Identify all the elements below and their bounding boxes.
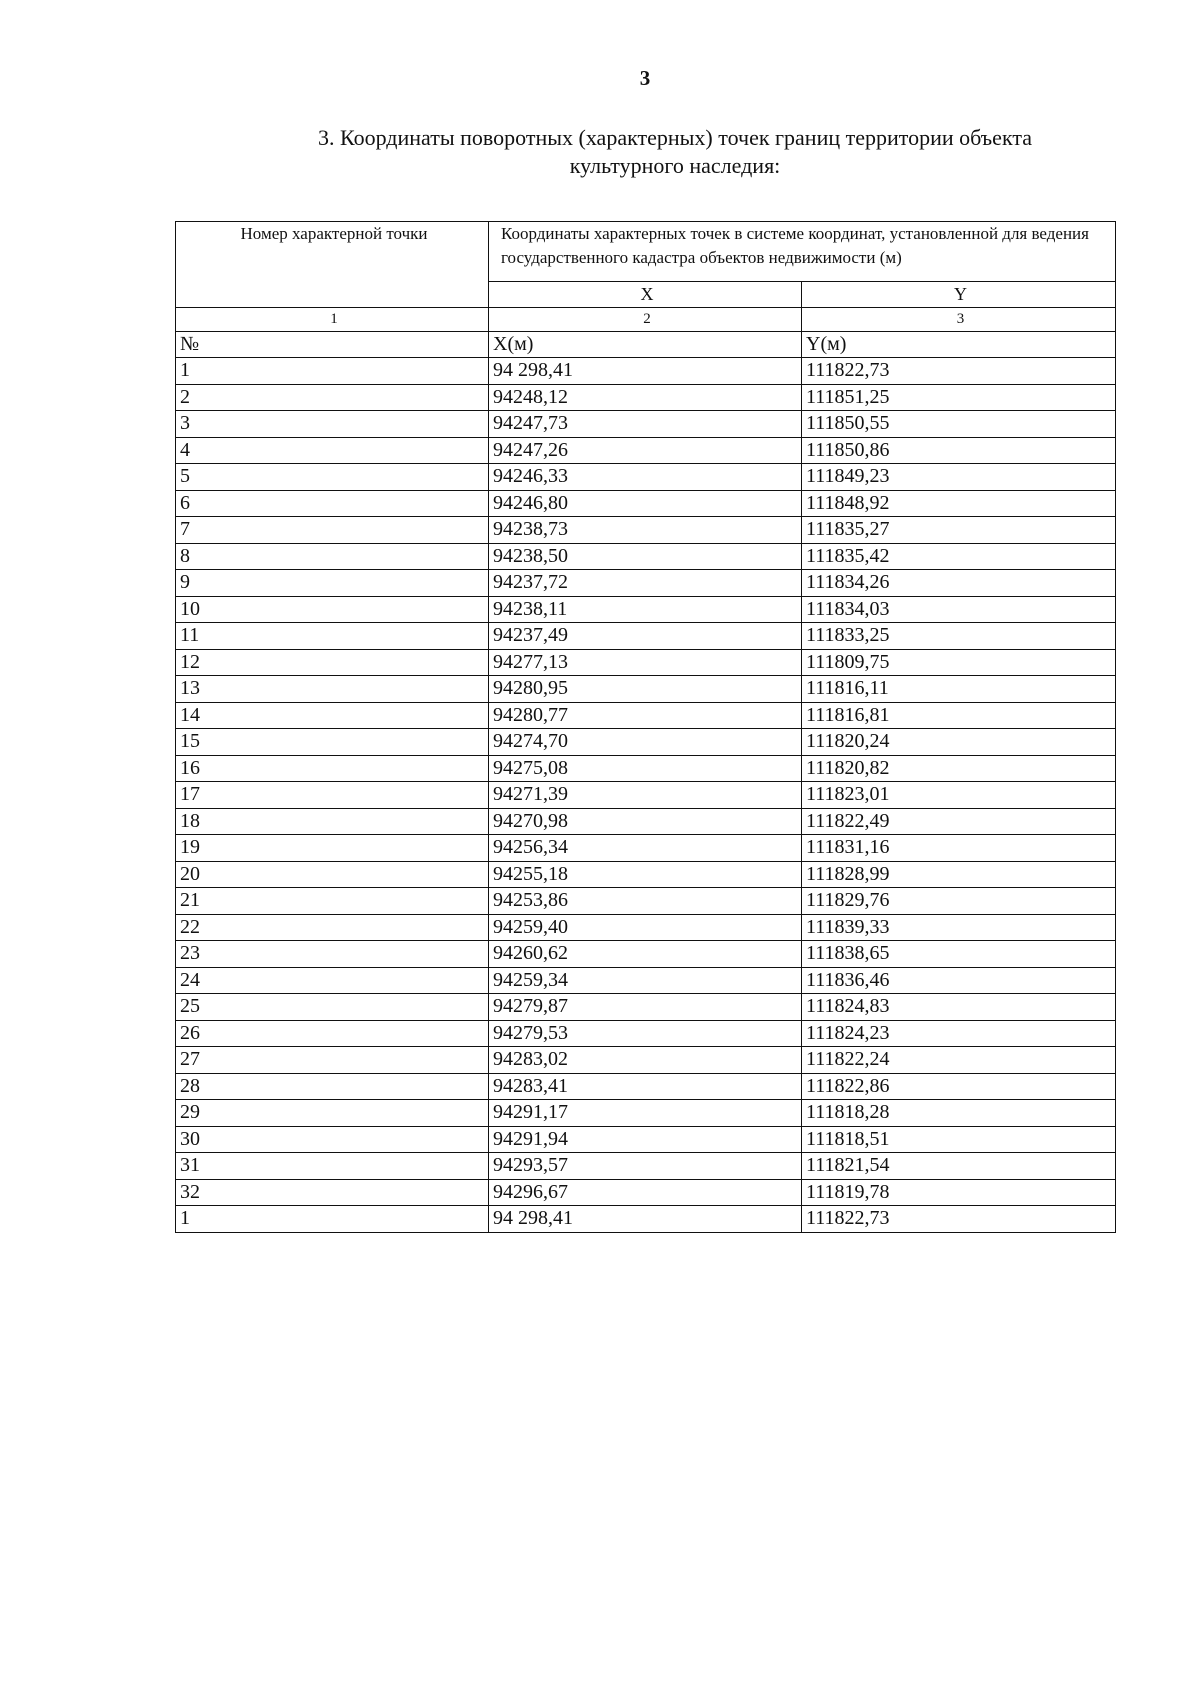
table-row (176, 1206, 1116, 1233)
document-title (250, 124, 1100, 180)
table-row (176, 676, 1116, 703)
title-line-2: культурного наследия: (569, 153, 781, 178)
x-coordinate-cell: 94247,26 (489, 437, 802, 464)
point-number-cell: 29 (176, 1100, 489, 1127)
x-coordinate-cell: 94246,33 (489, 464, 802, 491)
table-row (176, 888, 1116, 915)
point-number-cell: 9 (176, 570, 489, 597)
x-coordinate-cell: 94280,95 (489, 676, 802, 703)
y-coordinate-cell: 111816,81 (802, 702, 1116, 729)
table-row (176, 543, 1116, 570)
x-coordinate-cell: 94238,11 (489, 596, 802, 623)
x-coordinate-cell: 94237,49 (489, 623, 802, 650)
point-number-cell: 11 (176, 623, 489, 650)
point-number-cell: 19 (176, 835, 489, 862)
y-coordinate-cell: 111835,42 (802, 543, 1116, 570)
point-number-cell: 2 (176, 384, 489, 411)
y-coordinate-cell: 111823,01 (802, 782, 1116, 809)
table-row (176, 464, 1116, 491)
table-row (176, 808, 1116, 835)
y-coordinate-cell: 111835,27 (802, 517, 1116, 544)
point-number-cell: 20 (176, 861, 489, 888)
point-number-cell: 6 (176, 490, 489, 517)
table-row (176, 1179, 1116, 1206)
point-number-cell: 16 (176, 755, 489, 782)
column-number-row (176, 308, 1116, 332)
x-coordinate-cell: 94253,86 (489, 888, 802, 915)
point-number-cell: 25 (176, 994, 489, 1021)
point-number-cell: 10 (176, 596, 489, 623)
x-coordinate-cell: 94237,72 (489, 570, 802, 597)
x-coordinate-cell: 94291,17 (489, 1100, 802, 1127)
x-coordinate-cell: 94279,87 (489, 994, 802, 1021)
header-y: Y (802, 282, 1116, 308)
point-number-cell: 18 (176, 808, 489, 835)
table-row (176, 782, 1116, 809)
table-row (176, 437, 1116, 464)
point-number-cell: 30 (176, 1126, 489, 1153)
table-row (176, 1153, 1116, 1180)
coordinates-table (175, 221, 1116, 1233)
x-coordinate-cell: 94246,80 (489, 490, 802, 517)
column-number-2: 2 (489, 308, 802, 332)
y-coordinate-cell: 111839,33 (802, 914, 1116, 941)
y-coordinate-cell: 111834,26 (802, 570, 1116, 597)
x-coordinate-cell: 94256,34 (489, 835, 802, 862)
table-row (176, 702, 1116, 729)
point-number-cell: 4 (176, 437, 489, 464)
y-coordinate-cell: 111820,24 (802, 729, 1116, 756)
unit-y: Y(м) (802, 332, 1116, 358)
x-coordinate-cell: 94293,57 (489, 1153, 802, 1180)
table-row (176, 1073, 1116, 1100)
x-coordinate-cell: 94 298,41 (489, 358, 802, 385)
x-coordinate-cell: 94238,50 (489, 543, 802, 570)
point-number-cell: 14 (176, 702, 489, 729)
y-coordinate-cell: 111809,75 (802, 649, 1116, 676)
header-point-number: Номер характерной точки (176, 222, 489, 308)
x-coordinate-cell: 94247,73 (489, 411, 802, 438)
point-number-cell: 17 (176, 782, 489, 809)
x-coordinate-cell: 94291,94 (489, 1126, 802, 1153)
table-row (176, 570, 1116, 597)
table-row (176, 861, 1116, 888)
table-row (176, 994, 1116, 1021)
point-number-cell: 23 (176, 941, 489, 968)
table-header-row (176, 222, 1116, 282)
y-coordinate-cell: 111822,49 (802, 808, 1116, 835)
point-number-cell: 31 (176, 1153, 489, 1180)
point-number-cell: 28 (176, 1073, 489, 1100)
x-coordinate-cell: 94260,62 (489, 941, 802, 968)
y-coordinate-cell: 111851,25 (802, 384, 1116, 411)
point-number-cell: 3 (176, 411, 489, 438)
x-coordinate-cell: 94270,98 (489, 808, 802, 835)
x-coordinate-cell: 94271,39 (489, 782, 802, 809)
y-coordinate-cell: 111822,24 (802, 1047, 1116, 1074)
x-coordinate-cell: 94238,73 (489, 517, 802, 544)
point-number-cell: 27 (176, 1047, 489, 1074)
x-coordinate-cell: 94255,18 (489, 861, 802, 888)
table-row (176, 941, 1116, 968)
x-coordinate-cell: 94248,12 (489, 384, 802, 411)
y-coordinate-cell: 111836,46 (802, 967, 1116, 994)
x-coordinate-cell: 94275,08 (489, 755, 802, 782)
header-coordinates: Координаты характерных точек в системе координат, установленной для ведения государственного кадастра объектов недвижимости (м) (489, 222, 1116, 282)
y-coordinate-cell: 111850,86 (802, 437, 1116, 464)
y-coordinate-cell: 111831,16 (802, 835, 1116, 862)
column-number-1: 1 (176, 308, 489, 332)
point-number-cell: 32 (176, 1179, 489, 1206)
table-row (176, 384, 1116, 411)
table-row (176, 411, 1116, 438)
header-x: X (489, 282, 802, 308)
y-coordinate-cell: 111838,65 (802, 941, 1116, 968)
point-number-cell: 13 (176, 676, 489, 703)
table-row (176, 596, 1116, 623)
table-row (176, 729, 1116, 756)
unit-x: X(м) (489, 332, 802, 358)
x-coordinate-cell: 94259,34 (489, 967, 802, 994)
table-row (176, 358, 1116, 385)
y-coordinate-cell: 111822,73 (802, 358, 1116, 385)
table-row (176, 517, 1116, 544)
y-coordinate-cell: 111834,03 (802, 596, 1116, 623)
page-number: 3 (639, 66, 651, 90)
y-coordinate-cell: 111816,11 (802, 676, 1116, 703)
unit-number: № (176, 332, 489, 358)
y-coordinate-cell: 111822,73 (802, 1206, 1116, 1233)
point-number-cell: 1 (176, 358, 489, 385)
x-coordinate-cell: 94283,41 (489, 1073, 802, 1100)
y-coordinate-cell: 111848,92 (802, 490, 1116, 517)
table-row (176, 490, 1116, 517)
table-row (176, 755, 1116, 782)
table-body (176, 358, 1116, 1233)
table-row (176, 835, 1116, 862)
x-coordinate-cell: 94 298,41 (489, 1206, 802, 1233)
y-coordinate-cell: 111849,23 (802, 464, 1116, 491)
y-coordinate-cell: 111818,51 (802, 1126, 1116, 1153)
x-coordinate-cell: 94277,13 (489, 649, 802, 676)
y-coordinate-cell: 111829,76 (802, 888, 1116, 915)
y-coordinate-cell: 111819,78 (802, 1179, 1116, 1206)
point-number-cell: 22 (176, 914, 489, 941)
y-coordinate-cell: 111821,54 (802, 1153, 1116, 1180)
point-number-cell: 8 (176, 543, 489, 570)
point-number-cell: 24 (176, 967, 489, 994)
y-coordinate-cell: 111824,23 (802, 1020, 1116, 1047)
point-number-cell: 15 (176, 729, 489, 756)
y-coordinate-cell: 111850,55 (802, 411, 1116, 438)
y-coordinate-cell: 111822,86 (802, 1073, 1116, 1100)
y-coordinate-cell: 111828,99 (802, 861, 1116, 888)
x-coordinate-cell: 94280,77 (489, 702, 802, 729)
y-coordinate-cell: 111818,28 (802, 1100, 1116, 1127)
x-coordinate-cell: 94274,70 (489, 729, 802, 756)
table-row (176, 1126, 1116, 1153)
point-number-cell: 26 (176, 1020, 489, 1047)
point-number-cell: 12 (176, 649, 489, 676)
x-coordinate-cell: 94279,53 (489, 1020, 802, 1047)
table-row (176, 967, 1116, 994)
point-number-cell: 1 (176, 1206, 489, 1233)
table-row (176, 1020, 1116, 1047)
table-row (176, 1047, 1116, 1074)
x-coordinate-cell: 94259,40 (489, 914, 802, 941)
point-number-cell: 5 (176, 464, 489, 491)
table-row (176, 649, 1116, 676)
column-number-3: 3 (802, 308, 1116, 332)
point-number-cell: 21 (176, 888, 489, 915)
point-number-cell: 7 (176, 517, 489, 544)
y-coordinate-cell: 111833,25 (802, 623, 1116, 650)
units-row (176, 332, 1116, 358)
y-coordinate-cell: 111824,83 (802, 994, 1116, 1021)
table-row (176, 623, 1116, 650)
x-coordinate-cell: 94296,67 (489, 1179, 802, 1206)
title-line-1: 3. Координаты поворотных (характерных) точек границ территории объекта (318, 125, 1032, 150)
table-row (176, 1100, 1116, 1127)
y-coordinate-cell: 111820,82 (802, 755, 1116, 782)
x-coordinate-cell: 94283,02 (489, 1047, 802, 1074)
table-row (176, 914, 1116, 941)
